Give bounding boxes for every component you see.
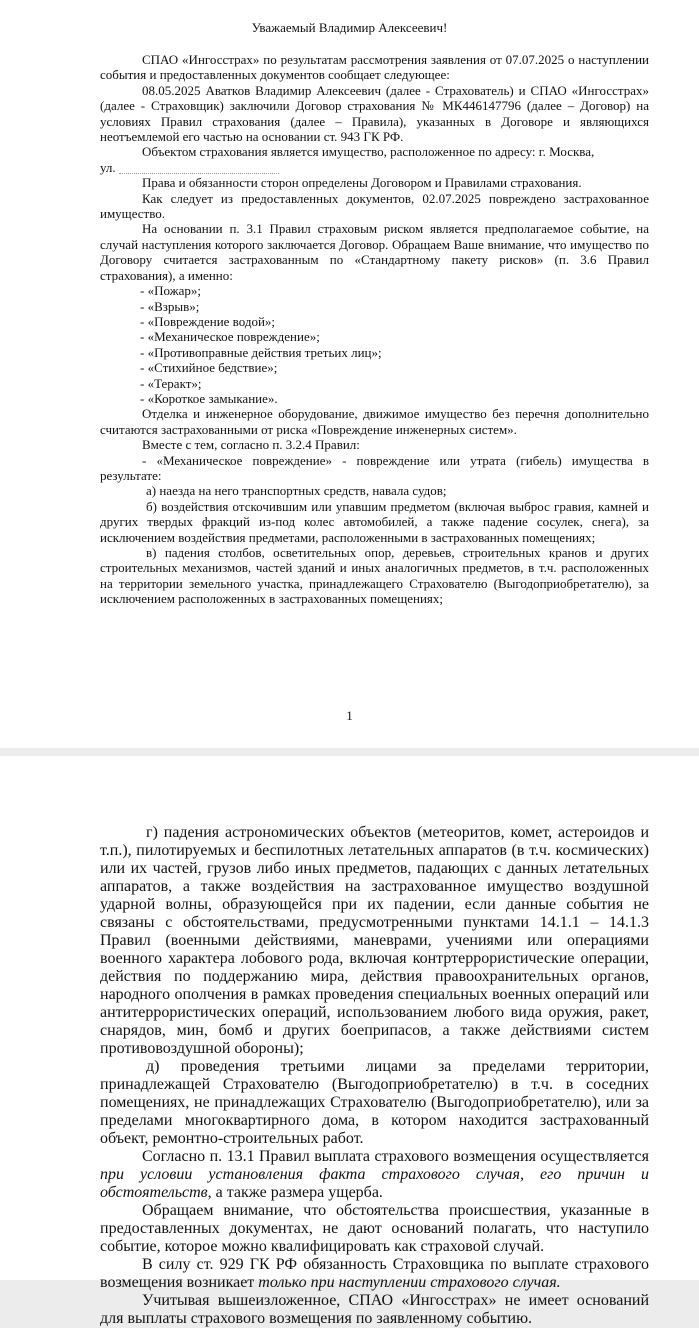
paragraph-engineering: Отделка и инженерное оборудование, движимое имущество без перечня дополнительно считаются застрахованными от риска «Повреждение инженерных систем». (100, 406, 649, 437)
clause-131-text: Согласно п. 13.1 Правил выплата страхового возмещения осуществляется (142, 1148, 649, 1165)
address-street-prefix: ул. (100, 159, 116, 175)
risk-item: - «Механическое повреждение»; (140, 329, 320, 345)
page-number: 1 (346, 708, 353, 723)
art-929-italic: только при наступлении страхового случая. (258, 1274, 561, 1291)
paragraph-contract: 08.05.2025 Аватков Владимир Алексеевич (далее - Страхователь) и СПАО «Ингосстрах» (далее - Страховщик) заключили Договор страхования № МК446147796 (далее – Договор) на условиях Правил страхования (далее – Правила), указанных в Договоре и являющихся неотъемлемой его частью на основании ст. 943 ГК РФ. (100, 82, 649, 145)
page2-body (100, 824, 649, 1328)
subclause-d: д) проведения третьими лицами за пределами территории, принадлежащей Страхователю (Выгодоприобретателю) в т.ч. в соседних помещениях, не принадлежащих Страхователю (Выгодоприобретателю), или за пределами многоквартирного дома, в котором находится застрахованный объект, ремонтно-строительных работ. (100, 1058, 649, 1147)
subclause-b: б) воздействия отскочившим или упавшим предметом (включая выброс гравия, камней и других твердых фракций из-под колес автомобилей, а также падение сосулек, снега), за исключением воздействия предметами, расположенными в застрахованных помещениях; (100, 498, 649, 545)
risk-item: - «Взрыв»; (140, 298, 200, 314)
risk-item: - «Короткое замыкание». (140, 390, 278, 406)
paragraph-address (100, 160, 649, 175)
risk-item: - «Повреждение водой»; (140, 313, 276, 329)
paragraph-rights: Права и обязанности сторон определены Договором и Правилами страхования. (142, 175, 582, 191)
paragraph-clause-324: Вместе с тем, согласно п. 3.2.4 Правил: (142, 437, 360, 453)
paragraph-clause-131 (100, 1148, 649, 1202)
risk-item: - «Стихийное бедствие»; (140, 360, 278, 376)
risk-item: - «Противоправные действия третьих лиц»; (140, 344, 382, 360)
risk-item: - «Теракт»; (140, 375, 202, 391)
page1-body (100, 52, 649, 607)
risk-item: - «Пожар»; (140, 283, 202, 299)
art-929-text: В силу ст. 929 ГК РФ обязанность Страховщика по выплате страхового возмещения возникает (100, 1256, 649, 1291)
paragraph-damage: Как следует из предоставленных документов, 02.07.2025 повреждено застрахованное имущество. (100, 190, 649, 222)
paragraph-attention: Обращаем внимание, что обстоятельства происшествия, указанные в предоставленных документах, не дают оснований полагать, что наступило событие, которое можно квалифицировать как страховой случай. (100, 1202, 649, 1255)
letter-greeting: Уважаемый Владимир Алексеевич! (251, 20, 448, 35)
paragraph-art-929 (100, 1256, 649, 1292)
clause-131-italic: при условии установления факта страхового случая, его причин и обстоятельств (100, 1166, 649, 1201)
paragraph-intro: СПАО «Ингосстрах» по результатам рассмотрения заявления от 07.07.2025 о наступлении события и предоставленных документов сообщает следующее: (100, 52, 649, 83)
subclause-v: в) падения столбов, осветительных опор, деревьев, строительных кранов и других строительных механизмов, частей зданий и иных аналогичных предметов, в т.ч. расположенных на территории земельного участка, принадлежащего Страхователю (Выгодоприобретателю), за исключением расположенных в застрахованных помещениях; (100, 545, 649, 607)
subclause-a: а) наезда на него транспортных средств, навала судов; (146, 483, 447, 499)
subclause-g: г) падения астрономических объектов (метеоритов, комет, астероидов и т.п.), пилотируемых и беспилотных летательных аппаратов (в т.ч. космических) или их частей, грузов либо иных предметов, падающих с данных летательных аппаратов, а также воздействия на застрахованное имущество воздушной ударной волны, образующейся при их падении, если данные события не связаны с обстоятельствами, предусмотренными пунктами 14.1.1 – 14.1.3 Правил (военными действиями, маневрами, учениями или операциями военного характера лобового рода, включая контртеррористические операции, действия по поддержанию мира, действия правоохранительных органов, народного ополчения в рамках проведения специальных военных операций или антитеррористических операций, использованием любого вида оружия, ракет, снарядов, мин, бомб и других боеприпасов, а также действиями систем противовоздушной обороны); (100, 824, 649, 1057)
paragraph-mech-damage: - «Механическое повреждение» - повреждение или утрата (гибель) имущества в результате: (100, 452, 649, 483)
paragraph-object: Объектом страхования является имущество, расположенное по адресу: г. Москва, (142, 144, 595, 160)
paragraph-conclusion: Учитывая вышеизложенное, СПАО «Ингосстрах» не имеет оснований для выплаты страхового возмещения по заявленному событию. (100, 1292, 649, 1327)
clause-131-end: , а также размера ущерба. (207, 1184, 383, 1201)
redacted-address (119, 164, 279, 174)
paragraph-risk-definition: На основании п. 3.1 Правил страховым риском является предполагаемое событие, на случай наступления которого заключается Договор. Обращаем Ваше внимание, что имущество по Договору считается застрахованным по «Стандартному пакету рисков» (п. 3.6 Правил страхования), а именно: (100, 221, 649, 283)
